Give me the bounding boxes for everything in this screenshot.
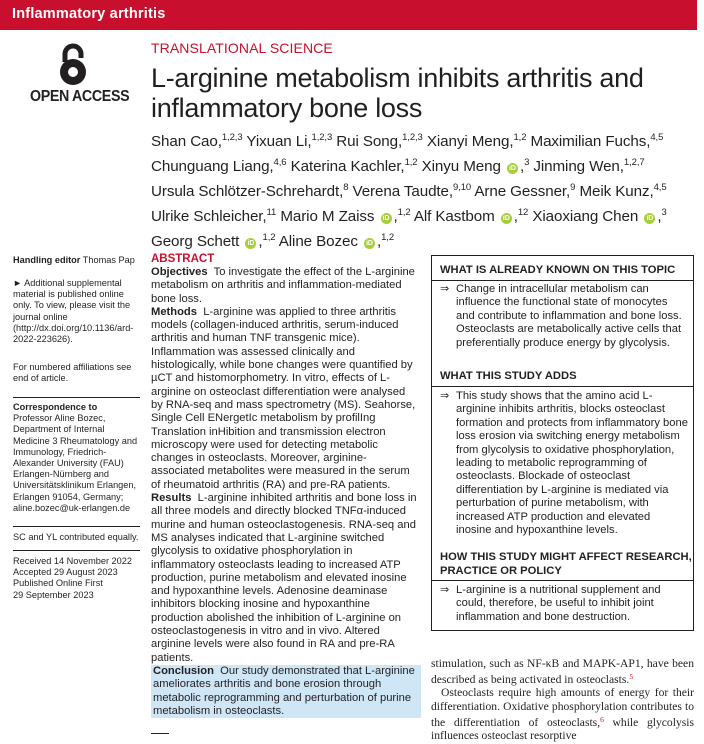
known-text: Change in intracellular metabolism can influence the functional state of monocytes and contribute to inflammation and bone loss. Osteoclasts are metabolically active cells that preferentially produce energy by glycolysis. (456, 283, 682, 349)
author[interactable] (291, 158, 418, 175)
body-text-span: while glycolysis influences osteoclast resorptive (431, 715, 694, 743)
abstract-results (151, 492, 417, 665)
author-name: Georg Schett (151, 233, 240, 250)
affiliation-number: 9 (570, 182, 576, 193)
citation[interactable]: 5 (629, 672, 634, 682)
author[interactable] (474, 183, 575, 200)
divider (432, 280, 693, 281)
known-heading: WHAT IS ALREADY KNOWN ON THIS TOPIC (440, 264, 676, 276)
affiliation-number: 1,2,3 (402, 132, 423, 143)
author-name: Ursula Schlötzer-Schrehardt, (151, 183, 344, 200)
arrow-icon: ⇒ (440, 283, 450, 295)
objectives-text: To investigate the effect of the L-arginine metabolism on arthritis and inflammation-mediated bone loss. (151, 266, 415, 305)
body-text-span: Osteoclasts require high amounts of energy for their differentiation. Oxidative phosphorylation contributes to the differentiation of osteoclasts, (431, 686, 694, 729)
supplemental-note: ► Additional supplemental material is published online only. To view, please visit the journal online (http://dx.doi.org/10.1136/ard-2022-223626). (13, 278, 134, 345)
received-date: Received 14 November 2022 (13, 556, 132, 566)
author[interactable] (151, 158, 286, 175)
orcid-icon[interactable]: iD (245, 238, 256, 249)
correspondence (13, 402, 143, 514)
affiliation-number: 12 (517, 207, 529, 218)
methods-text: L-arginine was applied to three arthritis models (collagen-induced arthritis, serum-induced arthritis and human TNF transgenic mice). Inflammation was assessed clinically and histologically, while bone changes were quantified by µCT and histomorphometry. In vitro, effects of L-arginine on osteoclast differentiation were analysed by RNA-seq and mass spectrometry (MS). Seahorse, Single Cell ENergetIc metabolism by profilIng Translation inHibition and transmission electron microscopy were used for detecting metabolic changes in osteoclasts. Moreover, arginine-associated metabolites were measured in the serum of rheumatoid arthritis (RA) and pre-RA patients. (151, 305, 416, 491)
title-line: L-arginine metabolism inhibits arthritis and (151, 63, 644, 93)
affiliation-number: 8 (343, 182, 349, 193)
affect-heading-line: PRACTICE OR POLICY (440, 564, 562, 577)
author[interactable]: Xiaoxiang Chen iD ,$^3$ (532, 207, 667, 225)
affect-item (440, 584, 688, 624)
conclusion-text: Our study demonstrated that L-arginine ameliorates arthritis and bone erosion through metabolic reprogramming and perturbation of purine metabolism in osteoclasts. (153, 664, 415, 717)
article-section: TRANSLATIONAL SCIENCE (151, 40, 333, 56)
contribution-note: SC and YL contributed equally. (13, 532, 139, 542)
affect-heading-line: HOW THIS STUDY MIGHT AFFECT RESEARCH, (440, 551, 692, 563)
article-title (151, 63, 691, 123)
affiliation-number: 1,2 (397, 207, 411, 218)
divider (13, 397, 140, 398)
orcid-icon[interactable]: iD (364, 238, 375, 249)
author-name: Verena Taudte, (352, 183, 453, 200)
author-list (151, 127, 691, 252)
author-name: Katerina Kachler, (290, 158, 405, 175)
category-banner (0, 0, 697, 30)
abstract-methods (151, 306, 417, 492)
affiliation-number: 1,2,3 (221, 132, 243, 143)
divider (13, 526, 140, 527)
affiliation-number: 3 (524, 157, 530, 168)
published-label: Published Online First (13, 578, 103, 589)
methods-label: Methods (151, 305, 197, 318)
known-item (440, 283, 688, 350)
article-dates (13, 556, 143, 601)
orcid-icon[interactable]: iD (644, 213, 655, 224)
author[interactable] (579, 183, 666, 200)
affiliation-number: 4,6 (273, 157, 287, 168)
author-name: Xinyu Meng (421, 158, 501, 175)
body-text (431, 657, 694, 742)
author[interactable] (336, 133, 422, 150)
citation[interactable]: 6 (600, 714, 604, 724)
author-name: Mario M Zaiss (280, 208, 375, 225)
affiliation-number: 4,5 (653, 182, 667, 193)
author[interactable] (531, 133, 664, 150)
results-label: Results (151, 492, 192, 505)
conclusion-label: Conclusion (153, 664, 214, 677)
adds-heading: WHAT THIS STUDY ADDS (440, 370, 577, 382)
divider (432, 580, 693, 581)
arrow-icon: ⇒ (440, 584, 450, 596)
abstract-heading: ABSTRACT (151, 253, 215, 265)
orcid-icon[interactable]: iD (501, 213, 512, 224)
author[interactable]: Alf Kastbom iD ,$^{12}$ (413, 207, 529, 225)
author-name: Alf Kastbom (413, 208, 495, 225)
divider (13, 550, 140, 551)
abstract-conclusion (151, 665, 421, 718)
author[interactable]: Mario M Zaiss iD ,$^{1,2}$ (280, 207, 411, 225)
abstract-objectives (151, 266, 417, 306)
title-line: inflammatory bone loss (151, 93, 423, 123)
affiliation-number: 1,2,3 (311, 132, 333, 143)
affiliation-number: 11 (266, 207, 277, 218)
author[interactable] (151, 133, 243, 150)
divider (432, 386, 693, 387)
author-name: Aline Bozec (278, 233, 358, 250)
affiliation-number: 3 (661, 207, 667, 218)
affiliation-number: 4,5 (650, 132, 664, 143)
affiliation-number: 1,2 (513, 132, 527, 143)
affect-text: L-arginine is a nutritional supplement and could, therefore, be useful to inhibit joint inflammation and bone destruction. (456, 584, 661, 623)
adds-item (440, 390, 688, 537)
affiliation-number: 1,2,7 (623, 157, 645, 168)
orcid-icon[interactable]: iD (507, 163, 518, 174)
affect-heading (440, 551, 692, 578)
author-name: Shan Cao, (151, 133, 222, 150)
body-paragraph (431, 686, 694, 742)
author[interactable]: Georg Schett iD ,$^{1,2}$ (151, 232, 276, 250)
correspondence-body: Professor Aline Bozec, Department of Internal Medicine 3 Rheumatology and Immunology, Friedrich-Alexander University (FAU) Erlangen-Nürnberg and Universitätsklinikum Erlangen, Erlangen 91054, Germany; aline.bozec@uk-erlangen.de (13, 413, 138, 513)
results-text: L-arginine inhibited arthritis and bone loss in all three models and directly blocked TNFα-induced murine and human osteoclastogenesis. RNA-seq and MS analyses indicated that L-arginine switched glycolysis to oxidative phosphorylation in inflammatory osteoclasts leading to increased ATP production, purine metabolism and elevated inosine and hypoxanthine levels. Adenosine deaminase inhibitors blocking inosine and hypoxanthine production abolished the inhibition of L-arginine on osteoclastogenesis in vitro and in vivo. Altered arginine levels were also found in RA and pre-RA patients. (151, 492, 417, 664)
affiliation-number: 1,2 (404, 157, 418, 168)
author-name: Xiaoxiang Chen (532, 208, 639, 225)
author[interactable] (151, 208, 276, 225)
handling-editor-label: Handling editor (13, 255, 81, 265)
author-name: Jinming Wen, (533, 158, 624, 175)
affiliations-note: For numbered affiliations see end of article. (13, 362, 132, 384)
correspondence-label: Correspondence to (13, 402, 98, 412)
author-name: Xianyi Meng, (426, 133, 514, 150)
author[interactable]: Aline Bozec iD ,$^{1,2}$ (278, 232, 395, 250)
objectives-label: Objectives (151, 266, 208, 278)
author[interactable]: Xinyu Meng iD ,$^3$ (421, 157, 530, 175)
arrow-icon: ⇒ (440, 390, 450, 402)
body-text-span: stimulation, such as NF-κB and MAPK-AP1, have been described as being activated in osteoclasts. (431, 657, 694, 687)
author-name: Arne Gessner, (474, 183, 571, 200)
author-name: Chunguang Liang, (151, 158, 274, 175)
orcid-icon[interactable]: iD (381, 213, 392, 224)
open-access-icon (50, 42, 96, 88)
adds-text: This study shows that the amino acid L-arginine inhibits arthritis, blocks osteoclast formation and protects from inflammatory bone loss erosion via switching energy metabolism from glycolysis to oxidative phosphorylation, leading to metabolic reprogramming of osteoclasts. Blockade of osteoclast differentiation by L-arginine is mediated via perturbation of purine metabolism, with increased ATP production and elevated inosine and hypoxanthine levels. (456, 390, 688, 537)
body-paragraph (431, 657, 694, 686)
handling-editor-name: Thomas Pap (82, 255, 135, 265)
author-name: Maximilian Fuchs, (530, 133, 651, 150)
category-label: Inflammatory arthritis (12, 6, 166, 22)
author[interactable] (151, 183, 348, 200)
abstract-body (151, 266, 417, 718)
handling-editor (13, 255, 143, 266)
affiliation-number: 1,2 (262, 232, 276, 243)
affiliation-number: 1,2 (381, 232, 395, 243)
author[interactable] (353, 183, 472, 200)
author[interactable] (427, 133, 527, 150)
footnote-rule (151, 733, 169, 734)
author[interactable] (246, 133, 332, 150)
author-name: Rui Song, (336, 133, 403, 150)
accepted-date: Accepted 29 August 2023 (13, 567, 118, 578)
author[interactable] (533, 158, 644, 175)
affiliation-number: 9,10 (453, 182, 472, 193)
open-access-label: OPEN ACCESS (30, 88, 130, 105)
key-messages-box (431, 255, 694, 631)
author-name: Yixuan Li, (246, 133, 312, 150)
author-name: Meik Kunz, (579, 183, 654, 200)
author-name: Ulrike Schleicher, (151, 208, 267, 225)
published-date: 29 September 2023 (13, 589, 94, 600)
